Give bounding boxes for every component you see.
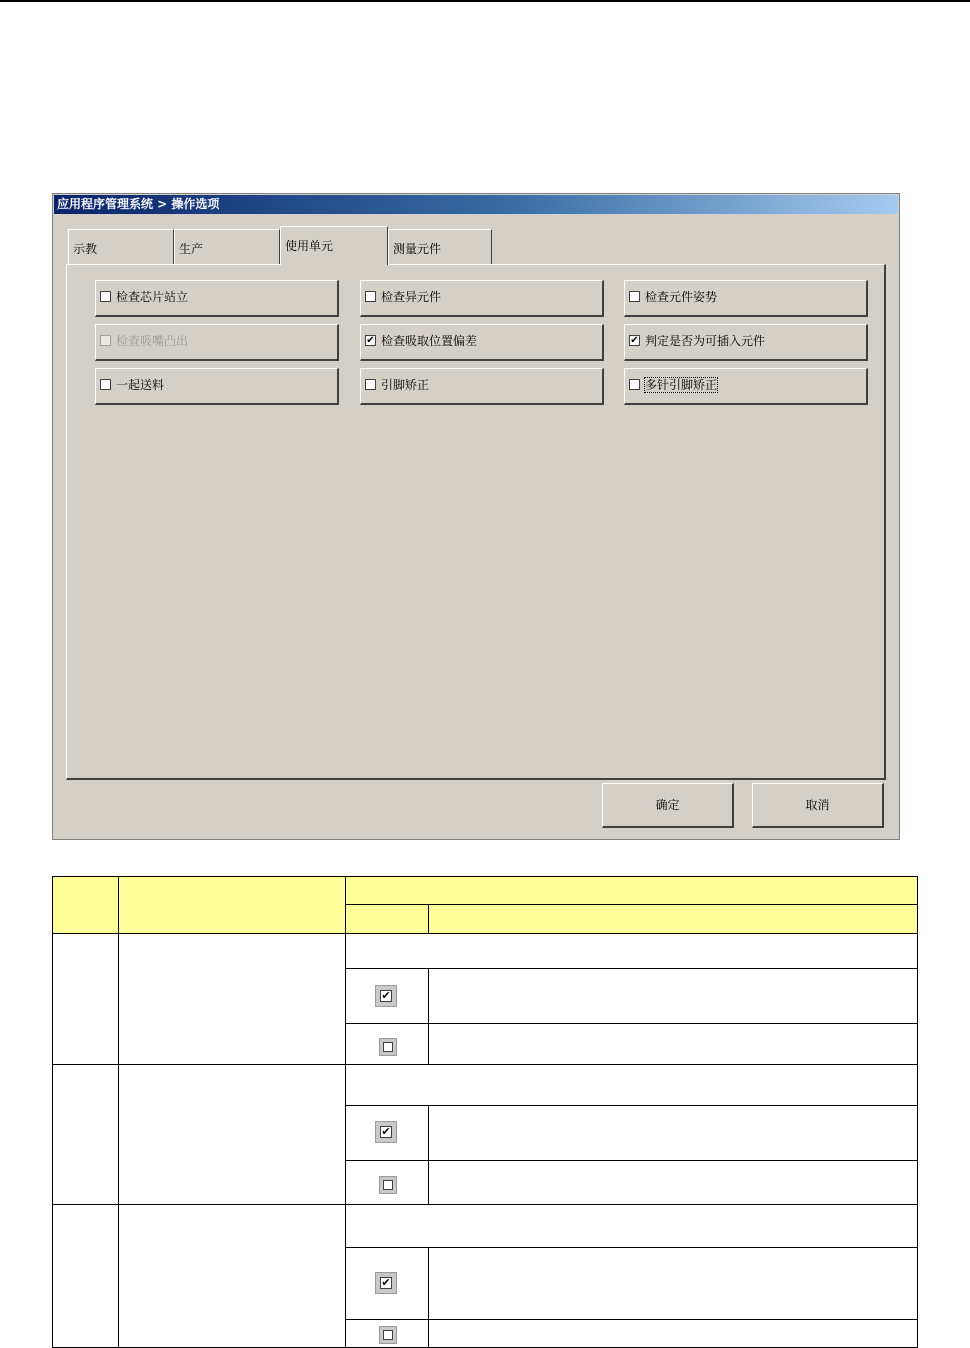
tab-label: 使用单元 <box>285 239 334 253</box>
tab-use-unit[interactable] <box>280 226 388 265</box>
tab-label: 示教 <box>73 242 98 256</box>
ok-button[interactable]: 确定 <box>602 783 734 828</box>
option-label: 判定是否为可插入元件 <box>645 334 766 348</box>
operation-options-dialog <box>52 193 900 840</box>
option-check-nozzle-protrusion <box>95 324 339 361</box>
unchecked-checkbox-icon <box>379 1326 397 1344</box>
option-judge-insertable[interactable] <box>624 324 868 361</box>
checked-checkbox-icon: ✔ <box>375 985 397 1007</box>
unchecked-checkbox-icon <box>379 1176 397 1194</box>
checkbox[interactable] <box>629 379 640 390</box>
option-label: 检查吸嘴凸出 <box>116 334 189 348</box>
unchecked-checkbox-icon <box>379 1038 397 1056</box>
option-lead-correction[interactable] <box>360 368 604 405</box>
options-table <box>52 876 918 1348</box>
option-label: 一起送料 <box>116 378 165 392</box>
option-label: 检查元件姿势 <box>645 290 718 304</box>
checkbox[interactable] <box>629 291 640 302</box>
option-feed-together[interactable] <box>95 368 339 405</box>
option-check-pickup-offset[interactable] <box>360 324 604 361</box>
checkbox[interactable] <box>365 379 376 390</box>
option-check-component-posture[interactable] <box>624 280 868 317</box>
page-top-rule <box>0 0 970 2</box>
tab-label: 生产 <box>179 242 204 256</box>
checked-checkbox-icon: ✔ <box>375 1121 397 1143</box>
option-check-foreign-component[interactable] <box>360 280 604 317</box>
checkbox[interactable] <box>100 379 111 390</box>
checked-checkbox-icon: ✔ <box>375 1272 397 1294</box>
tab-teach[interactable] <box>68 229 174 264</box>
option-multi-pin-lead-correction[interactable] <box>624 368 868 405</box>
tab-measure-component[interactable] <box>388 229 492 264</box>
tab-label: 测量元件 <box>393 242 442 256</box>
checkbox[interactable] <box>365 291 376 302</box>
cancel-button[interactable]: 取消 <box>752 783 884 828</box>
option-label: 检查异元件 <box>381 290 442 304</box>
checkbox-checked[interactable]: ✔ <box>366 335 375 346</box>
option-check-chip-standing[interactable] <box>95 280 339 317</box>
checkbox-checked[interactable]: ✔ <box>630 335 639 346</box>
option-label: 检查吸取位置偏差 <box>381 334 478 348</box>
tab-production[interactable] <box>174 229 280 264</box>
checkbox[interactable] <box>100 291 111 302</box>
checkbox <box>100 335 111 346</box>
option-label: 检查芯片站立 <box>116 290 189 304</box>
option-label: 引脚矫正 <box>381 378 430 392</box>
dialog-title: 应用程序管理系统 > 操作选项 <box>54 195 898 214</box>
option-label: 多针引脚矫正 <box>645 378 718 392</box>
